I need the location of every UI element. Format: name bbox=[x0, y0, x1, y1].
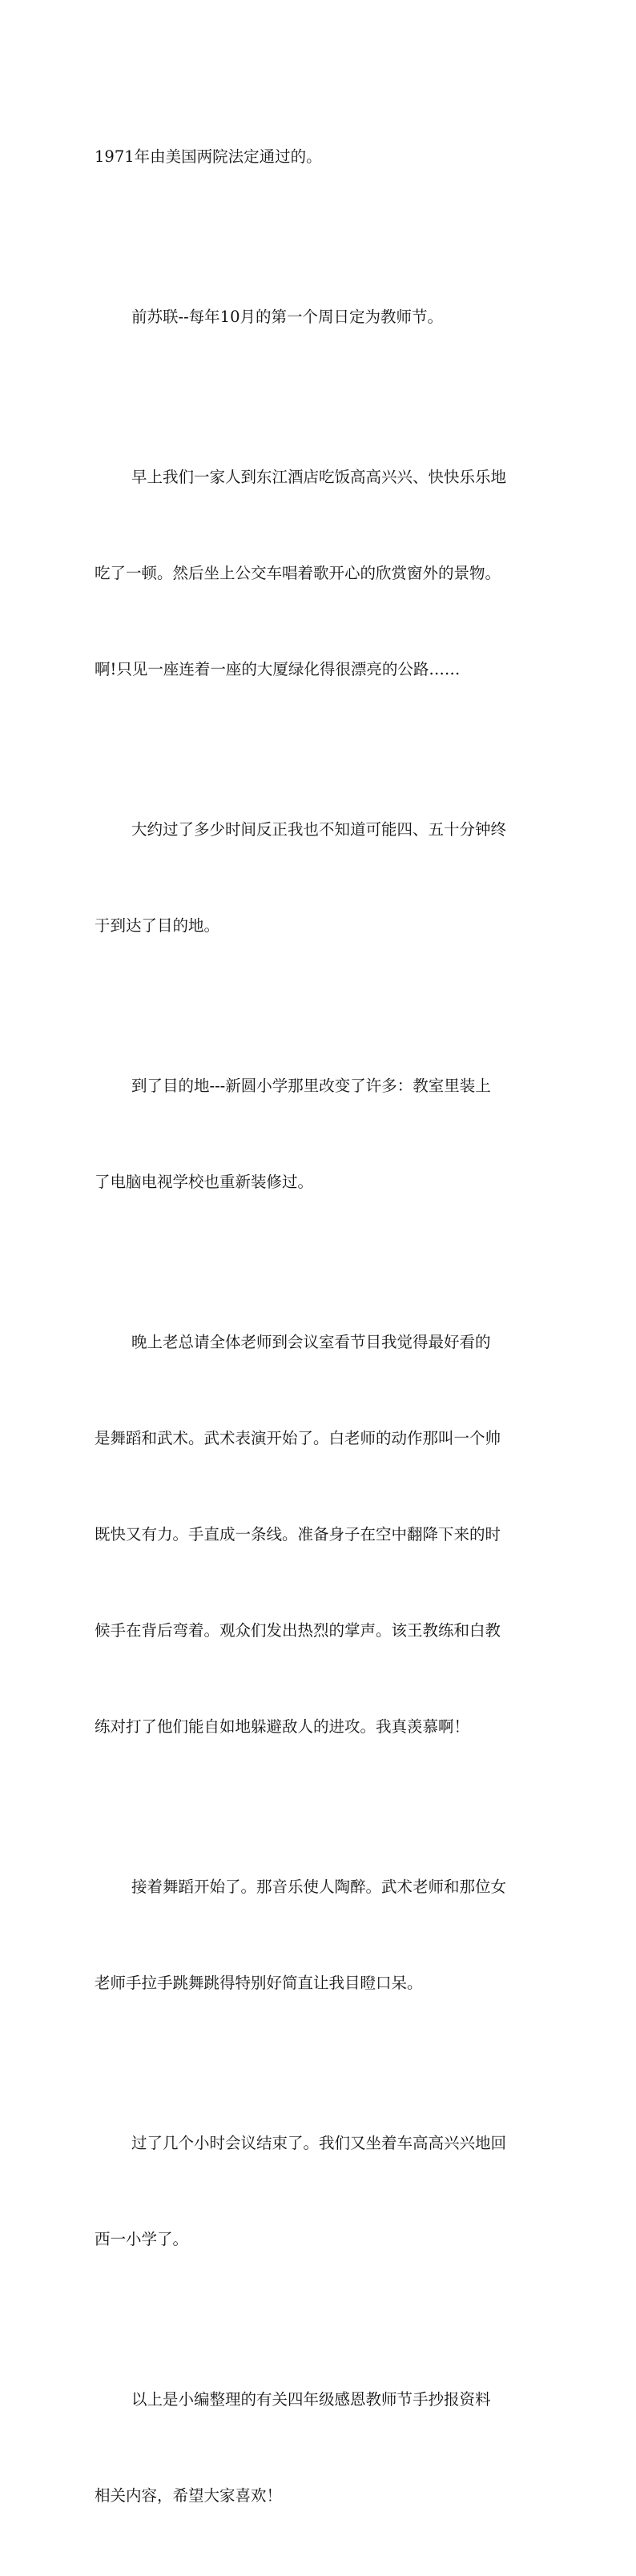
text-line: 老师手拉手跳舞跳得特别好简直让我目瞪口呆。 bbox=[95, 1974, 423, 1992]
paragraph-3 bbox=[95, 397, 547, 750]
text-line: 是舞蹈和武术。武术表演开始了。白老师的动作那叫一个帅 bbox=[95, 1429, 501, 1447]
text-line: 接着舞蹈开始了。那音乐使人陶醉。武术老师和那位女 bbox=[131, 1878, 507, 1896]
text-line: 啊!只见一座连着一座的大厦绿化得很漂亮的公路…… bbox=[95, 660, 461, 678]
text-line: 前苏联--每年10月的第一个周日定为教师节。 bbox=[131, 308, 443, 326]
text-line: 西一小学了。 bbox=[95, 2230, 189, 2248]
text-line: 到了目的地---新圆小学那里改变了许多：教室里装上 bbox=[131, 1077, 491, 1095]
text-line: 1971年由美国两院法定通过的。 bbox=[95, 147, 322, 166]
text-line: 于到达了目的地。 bbox=[95, 916, 220, 935]
text-line: 练对打了他们能自如地躲避敌人的进攻。我真羡慕啊！ bbox=[95, 1717, 470, 1736]
paragraph-4 bbox=[95, 750, 547, 1006]
paragraph-5 bbox=[95, 1006, 547, 1262]
text-line: 吃了一顿。然后坐上公交车唱着歌开心的欣赏窗外的景物。 bbox=[95, 564, 501, 582]
text-line: 早上我们一家人到东江酒店吃饭高高兴兴、快快乐乐地 bbox=[131, 468, 507, 486]
paragraph-1 bbox=[95, 77, 547, 237]
text-line: 既快又有力。手直成一条线。准备身子在空中翻降下来的时 bbox=[95, 1525, 501, 1544]
text-line: 大约过了多少时间反正我也不知道可能四、五十分钟终 bbox=[131, 820, 507, 839]
text-line: 了电脑电视学校也重新装修过。 bbox=[95, 1173, 314, 1191]
paragraph-8 bbox=[95, 2063, 547, 2320]
paragraph-9 bbox=[95, 2320, 547, 2576]
text-line: 候手在背后弯着。观众们发出热烈的掌声。该王教练和白教 bbox=[95, 1621, 501, 1640]
paragraph-6 bbox=[95, 1262, 547, 1807]
text-line: 晚上老总请全体老师到会议室看节目我觉得最好看的 bbox=[131, 1333, 491, 1351]
paragraph-7 bbox=[95, 1807, 547, 2063]
text-line: 过了几个小时会议结束了。我们又坐着车高高兴兴地回 bbox=[131, 2134, 507, 2152]
document-body bbox=[95, 77, 547, 2576]
paragraph-2 bbox=[95, 237, 547, 397]
text-line: 以上是小编整理的有关四年级感恩教师节手抄报资料 bbox=[131, 2390, 491, 2409]
text-line: 相关内容，希望大家喜欢！ bbox=[95, 2486, 283, 2505]
